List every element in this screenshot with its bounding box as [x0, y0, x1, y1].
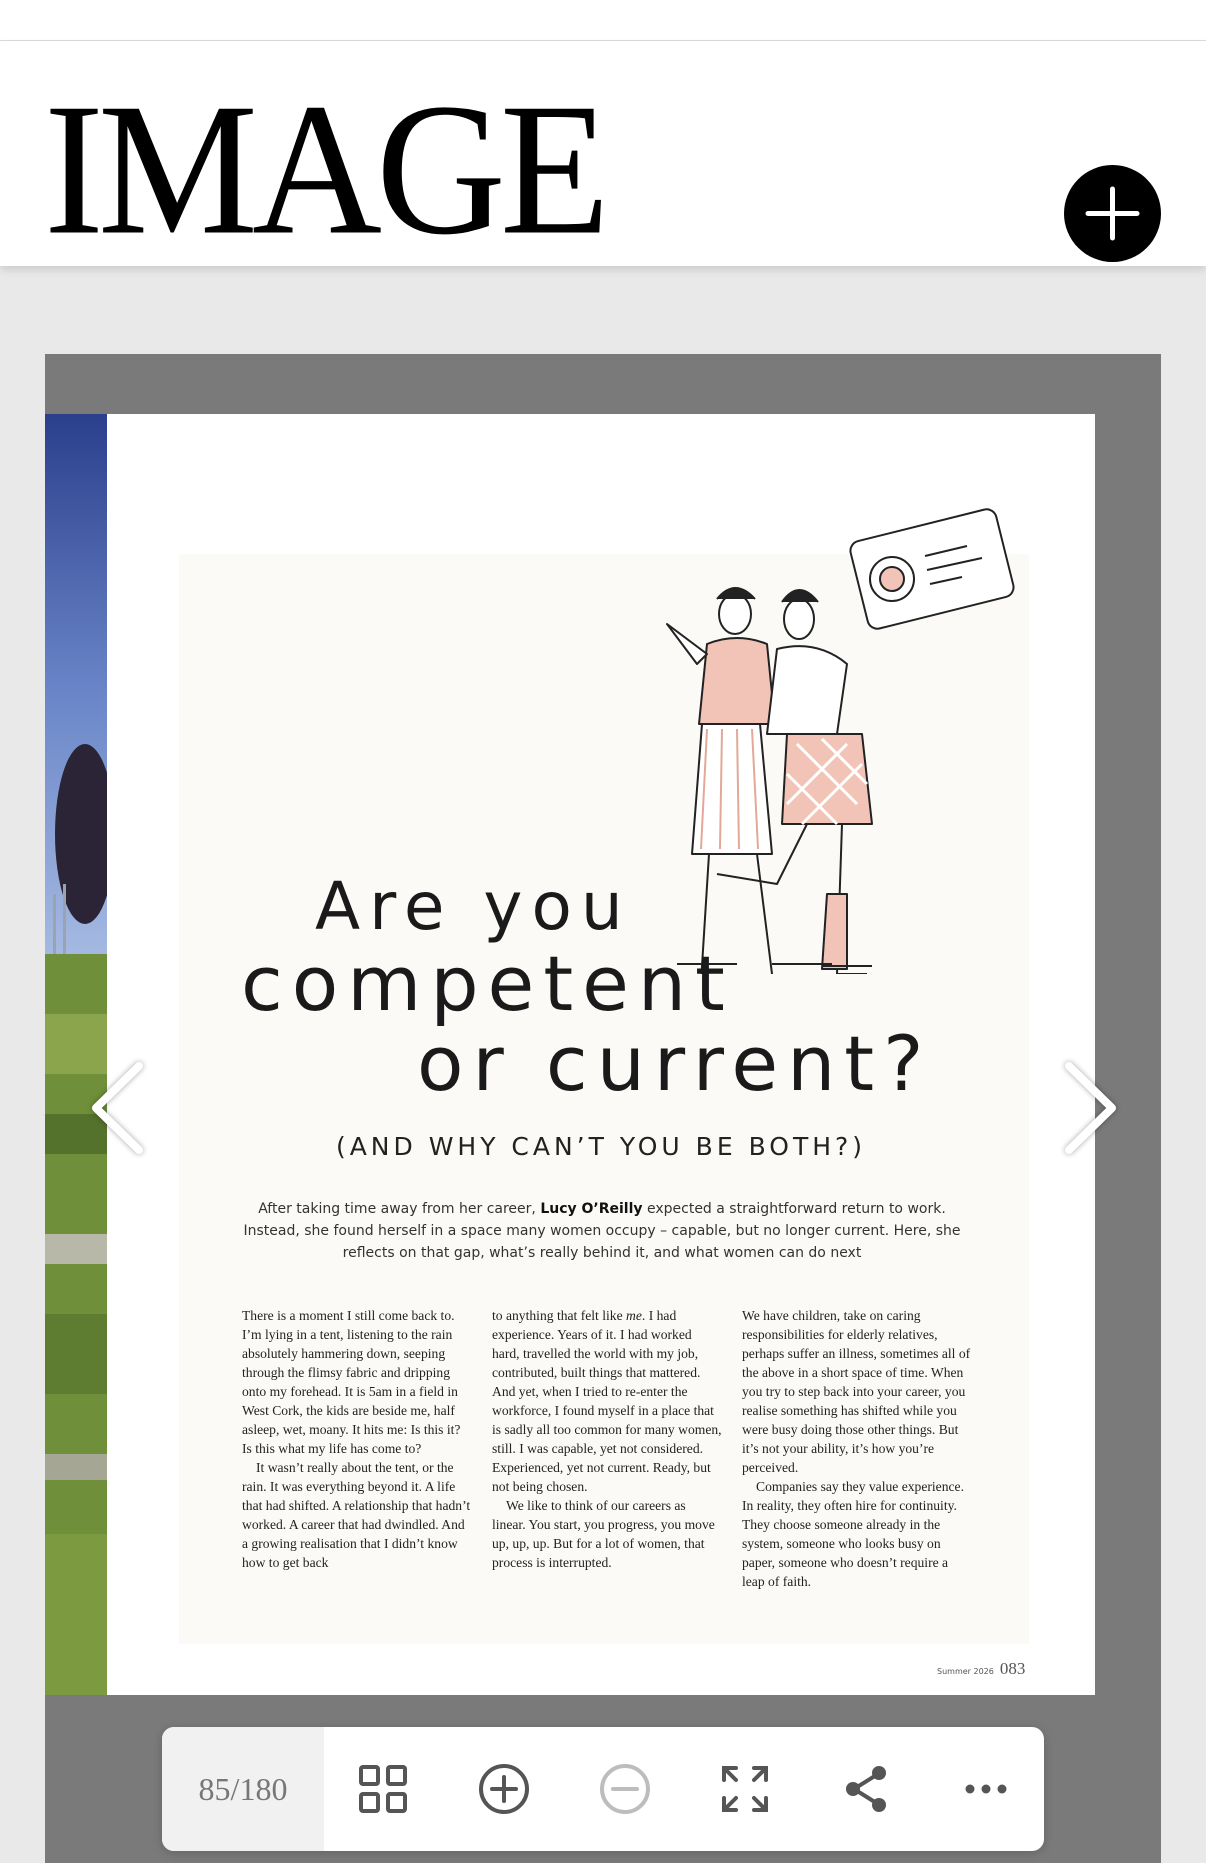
zoom-out-button[interactable] [585, 1749, 665, 1829]
article-standfirst [237, 1198, 967, 1264]
standfirst-pre: After taking time away from her career, [258, 1201, 541, 1217]
body-column-2 [492, 1306, 722, 1591]
add-button[interactable] [1064, 165, 1161, 262]
body-text: to anything that felt like [492, 1308, 627, 1323]
zoom-in-icon [477, 1762, 531, 1816]
share-icon [840, 1763, 892, 1815]
zoom-out-icon [598, 1762, 652, 1816]
chevron-left-icon [84, 1058, 154, 1158]
article-subhead: (AND WHY CAN’T YOU BE BOTH?) [335, 1132, 867, 1161]
body-paragraph: There is a moment I still come back to. I’m lying in a tent, listening to the rain absolutely hammering down, seeping through the flimsy fabric and dripping onto my forehead. It is 5am in a field in West Cork, the kids are beside me, half asleep, wet, moany. It hits me: Is this it? Is this what my life has come to? [242, 1308, 461, 1456]
previous-page-button[interactable] [84, 1058, 154, 1158]
site-header [0, 41, 1206, 274]
body-paragraph: We have children, take on caring responsibilities for elderly relatives, perhaps suffer an illness, sometimes all of the above in a short space of time. When you try to step back into your career, you realise something has shifted while you were busy doing those other things. But it’s not your ability, it’s how you’re perceived. [742, 1308, 971, 1475]
body-column-3 [742, 1306, 972, 1591]
body-paragraph: We like to think of our careers as linear. You start, you progress, you move up, up, up. But for a lot of women, that process is interrupted. [492, 1498, 715, 1570]
zoom-in-button[interactable] [464, 1749, 544, 1829]
chevron-right-icon [1054, 1058, 1124, 1158]
headline-line-1: Are you [315, 868, 632, 945]
top-strip [0, 0, 1206, 41]
body-text: . I had experience. Years of it. I had worked hard, travelled the world with my job, contributed, built things that mattered. And yet, when I tried to re-enter the workforce, I found myself in a place that is sadly all too common for many women, still. I was capable, yet not considered. Experienced, yet not current. Ready, but not being chosen. [492, 1308, 722, 1494]
thumbnails-button[interactable] [343, 1749, 423, 1829]
folio-page-number: 083 [999, 1659, 1026, 1678]
page-folio [937, 1659, 1025, 1679]
body-paragraph: Companies say they value experience. In reality, they often hire for continuity. They choose someone already in the system, someone who looks busy on paper, someone who doesn’t require a leap of faith. [742, 1479, 964, 1589]
standfirst-post: expected a straightforward return to work. Instead, she found herself in a space many women occupy – capable, but no longer current. Here, she reflects on that gap, what’s really behind it, and what women can do next [243, 1201, 961, 1261]
site-logo[interactable]: IMAGE [44, 64, 604, 274]
next-page-button[interactable] [1054, 1058, 1124, 1158]
author-name: Lucy O’Reilly [540, 1201, 643, 1217]
plus-circle-icon [1064, 165, 1161, 262]
body-paragraph: It wasn’t really about the tent, or the rain. It was everything beyond it. A life that had shifted. A relationship that hadn’t worked. A career that had dwindled. And a growing realisation that I didn’t know how to get back [242, 1460, 471, 1570]
body-paragraph [492, 1306, 722, 1496]
headline-line-2: competent [241, 939, 734, 1028]
viewer-toolbar [162, 1727, 1044, 1851]
fullscreen-button[interactable] [705, 1749, 785, 1829]
share-button[interactable] [826, 1749, 906, 1829]
page-indicator[interactable]: 85/180 [162, 1727, 324, 1851]
body-emphasis: me [626, 1308, 642, 1323]
more-options-button[interactable] [946, 1749, 1026, 1829]
article-body [242, 1306, 972, 1591]
previous-page-edge[interactable] [45, 414, 107, 1695]
grid-icon [358, 1764, 408, 1814]
more-horizontal-icon [961, 1779, 1011, 1799]
fullscreen-icon [720, 1764, 770, 1814]
headline-line-3: or current? [417, 1019, 933, 1108]
folio-season: Summer 2026 [937, 1667, 994, 1676]
magazine-page[interactable] [107, 414, 1095, 1695]
body-column-1 [242, 1306, 472, 1591]
